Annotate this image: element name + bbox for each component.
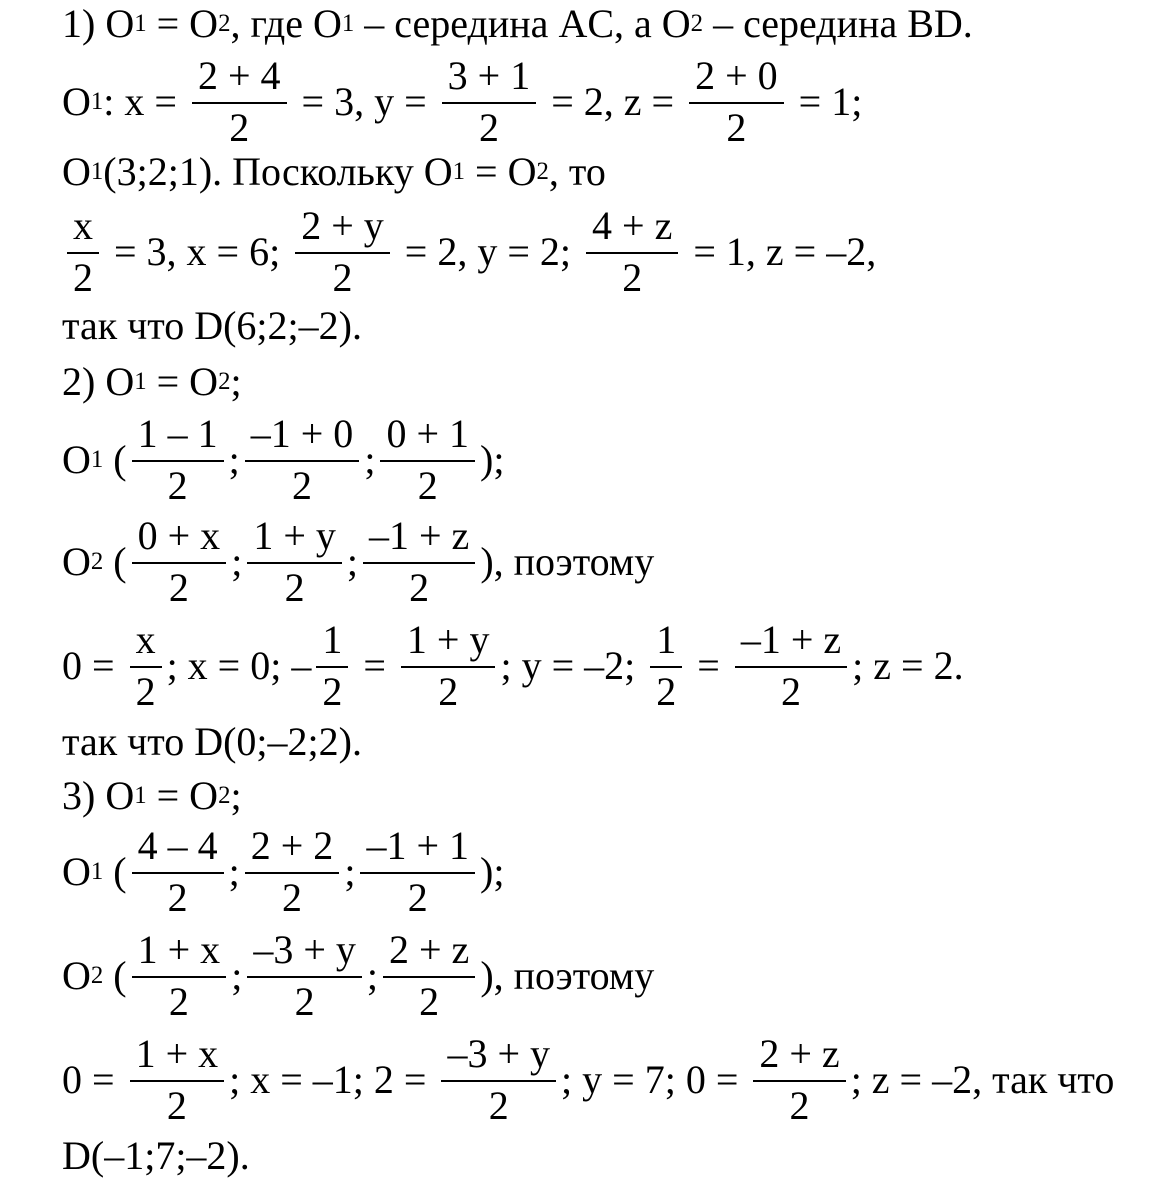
text-segment: = — [687, 643, 730, 688]
numerator: –1 + z — [369, 513, 470, 558]
s1-conclusion — [62, 303, 362, 348]
text-segment: O — [62, 953, 91, 998]
denominator: 2 — [247, 562, 342, 608]
denominator: 2 — [192, 102, 287, 148]
text-segment: 0 = — [62, 643, 125, 688]
numerator: 1 + x — [137, 927, 221, 972]
numerator: 2 + 2 — [250, 823, 334, 868]
denominator: 2 — [753, 1080, 845, 1126]
s3-conclusion — [62, 1133, 250, 1178]
fraction — [250, 927, 359, 1024]
text-segment: ( — [103, 849, 127, 894]
text-segment: ; — [228, 437, 240, 482]
s3-o1: O 1 ( $\frac{4 - 4}{2}$ ; $\frac{2 + 2}{2}$ ; $\frac{-1 + 1}{2}$ ); — [62, 823, 505, 920]
denominator: 2 — [689, 102, 784, 148]
text-segment: ; — [228, 849, 240, 894]
text-segment: ); — [480, 437, 505, 482]
text-segment: ; — [364, 437, 376, 482]
fraction — [589, 203, 675, 300]
text-segment: D(–1;7;–2). — [62, 1133, 250, 1178]
numerator: 1 — [656, 617, 677, 662]
denominator: 2 — [441, 1080, 556, 1126]
numerator: 1 + x — [135, 1031, 219, 1076]
fraction — [692, 53, 781, 150]
text-segment: 0 = — [62, 1057, 125, 1102]
text-segment: ; — [346, 539, 358, 584]
denominator: 2 — [650, 666, 682, 712]
text-segment: O — [62, 437, 91, 482]
fraction — [135, 927, 224, 1024]
denominator: 2 — [132, 976, 227, 1022]
fraction — [756, 1031, 842, 1128]
text-segment: = O — [465, 149, 537, 194]
text-segment: = 2, z = — [541, 79, 685, 124]
text-segment: ; z = 2. — [852, 643, 964, 688]
denominator: 2 — [245, 872, 340, 918]
denominator: 2 — [735, 666, 847, 712]
fraction — [250, 513, 339, 610]
fraction — [133, 617, 159, 714]
denominator: 2 — [132, 562, 227, 608]
text-segment: – середина BD. — [703, 1, 973, 46]
text-segment: = — [353, 643, 396, 688]
fraction — [248, 411, 357, 508]
s3-o2: O 2 ( $\frac{1 + x}{2}$ ; $\frac{-3 + y}{2}$ ; $\frac{2 + z}{2}$ ), поэтому — [62, 927, 655, 1024]
text-segment: ; — [230, 359, 242, 404]
numerator: –3 + y — [447, 1031, 551, 1076]
fraction — [738, 617, 844, 714]
text-segment: ( — [103, 437, 127, 482]
denominator: 2 — [132, 460, 224, 506]
fraction — [298, 203, 387, 300]
text-segment: – середина AC, а O — [354, 1, 691, 46]
numerator: 3 + 1 — [447, 53, 531, 98]
text-segment: ; x = –1; 2 = — [229, 1057, 437, 1102]
s2-conclusion — [62, 719, 362, 764]
text-segment: = 3, x = 6; — [104, 229, 291, 274]
text-segment: 3) O — [62, 773, 135, 818]
denominator: 2 — [130, 666, 162, 712]
numerator: –1 + 1 — [366, 823, 469, 868]
denominator: 2 — [130, 1080, 225, 1126]
numerator: 4 + z — [592, 203, 673, 248]
denominator: 2 — [316, 666, 348, 712]
text-segment: так что D(6;2;–2). — [62, 303, 362, 348]
fraction — [133, 1031, 222, 1128]
text-segment: ( — [103, 539, 127, 584]
s1-o1-result: O 1 (3;2;1). Поскольку O 1 = O 2 , то — [62, 149, 606, 194]
numerator: 2 + z — [759, 1031, 840, 1076]
text-segment: ; x = 0; – — [166, 643, 312, 688]
fraction — [444, 1031, 553, 1128]
fraction — [404, 617, 493, 714]
text-segment: : x = — [103, 79, 187, 124]
text-segment: ; y = 7; 0 = — [561, 1057, 749, 1102]
text-segment: = O — [146, 773, 219, 818]
numerator: –3 + y — [253, 927, 356, 972]
text-segment: = 3, y = — [291, 79, 437, 124]
denominator: 2 — [245, 460, 360, 506]
fraction — [135, 513, 224, 610]
denominator: 2 — [67, 252, 99, 298]
fraction — [195, 53, 284, 150]
s3-solve — [62, 1031, 1115, 1128]
fraction — [319, 617, 345, 714]
numerator: x — [135, 617, 156, 662]
text-segment: , то — [548, 149, 606, 194]
text-segment: ; — [366, 953, 378, 998]
text-segment: так что D(0;–2;2). — [62, 719, 362, 764]
fraction — [653, 617, 679, 714]
numerator: 1 – 1 — [137, 411, 218, 456]
numerator: –1 + z — [740, 617, 842, 662]
fraction — [248, 823, 337, 920]
numerator: 4 – 4 — [137, 823, 218, 868]
fraction — [363, 823, 472, 920]
text-segment: (3;2;1). Поскольку O — [103, 149, 453, 194]
denominator: 2 — [360, 872, 475, 918]
text-segment: 2) O — [62, 359, 135, 404]
text-segment: 1) O — [62, 1, 135, 46]
fraction — [383, 411, 472, 508]
s1-o1-calc: O 1 : x = $\frac{2 + 4}{2}$ = 3, y = $\frac{3 + 1}{2}$ = 2, z = $\frac{2 + 0}{2}$ = 1; — [62, 53, 863, 150]
fraction — [135, 823, 221, 920]
fraction — [366, 513, 472, 610]
s2-o2: O 2 ( $\frac{0 + x}{2}$ ; $\frac{1 + y}{2}$ ; $\frac{-1 + z}{2}$ ), поэтому — [62, 513, 655, 610]
s2-o1: O 1 ( $\frac{1 - 1}{2}$ ; $\frac{-1 + 0}{2}$ ; $\frac{0 + 1}{2}$ ); — [62, 411, 505, 508]
denominator: 2 — [442, 102, 537, 148]
text-segment: ); — [480, 849, 505, 894]
numerator: x — [73, 203, 93, 248]
numerator: 0 + x — [137, 513, 221, 558]
text-segment: ), поэтому — [480, 953, 655, 998]
text-segment: , где O — [230, 1, 342, 46]
text-segment: O — [62, 539, 91, 584]
s1-solve — [62, 203, 877, 300]
text-segment: = 2, y = 2; — [394, 229, 582, 274]
text-segment: ; y = –2; — [500, 643, 646, 688]
s2-solve — [62, 617, 964, 714]
text-segment: = O — [146, 359, 219, 404]
text-segment: ( — [103, 953, 127, 998]
numerator: 1 — [322, 617, 343, 662]
denominator: 2 — [380, 460, 475, 506]
text-segment: ; — [344, 849, 356, 894]
denominator: 2 — [401, 666, 496, 712]
numerator: 2 + z — [389, 927, 470, 972]
s3-header: 3) O 1 = O 2 ; — [62, 773, 242, 818]
denominator: 2 — [383, 976, 475, 1022]
fraction — [386, 927, 472, 1024]
fraction — [135, 411, 221, 508]
text-segment: = 1, z = –2, — [683, 229, 877, 274]
numerator: 1 + y — [406, 617, 490, 662]
numerator: 2 + y — [301, 203, 384, 248]
denominator: 2 — [295, 252, 390, 298]
text-segment: O — [62, 849, 91, 894]
denominator: 2 — [363, 562, 475, 608]
text-segment: O — [62, 79, 91, 124]
fraction — [70, 203, 96, 300]
numerator: 0 + 1 — [386, 411, 469, 456]
fraction — [445, 53, 534, 150]
text-segment: = 1; — [788, 79, 863, 124]
numerator: –1 + 0 — [250, 411, 354, 456]
numerator: 1 + y — [253, 513, 336, 558]
text-segment: O — [62, 149, 91, 194]
numerator: 2 + 4 — [197, 53, 281, 98]
denominator: 2 — [132, 872, 224, 918]
text-segment: ; — [231, 539, 243, 584]
text-segment: ; z = –2, так что — [850, 1057, 1115, 1102]
text-segment: = O — [146, 1, 219, 46]
text-segment: ), поэтому — [480, 539, 655, 584]
s2-header: 2) O 1 = O 2 ; — [62, 359, 242, 404]
denominator: 2 — [247, 976, 362, 1022]
numerator: 2 + 0 — [695, 53, 778, 98]
s1-header: 1) O 1 = O 2 , где O 1 – середина AC, а O 2 – середина BD. — [62, 1, 973, 46]
text-segment: ; — [231, 953, 243, 998]
text-segment: ; — [230, 773, 242, 818]
denominator: 2 — [586, 252, 678, 298]
